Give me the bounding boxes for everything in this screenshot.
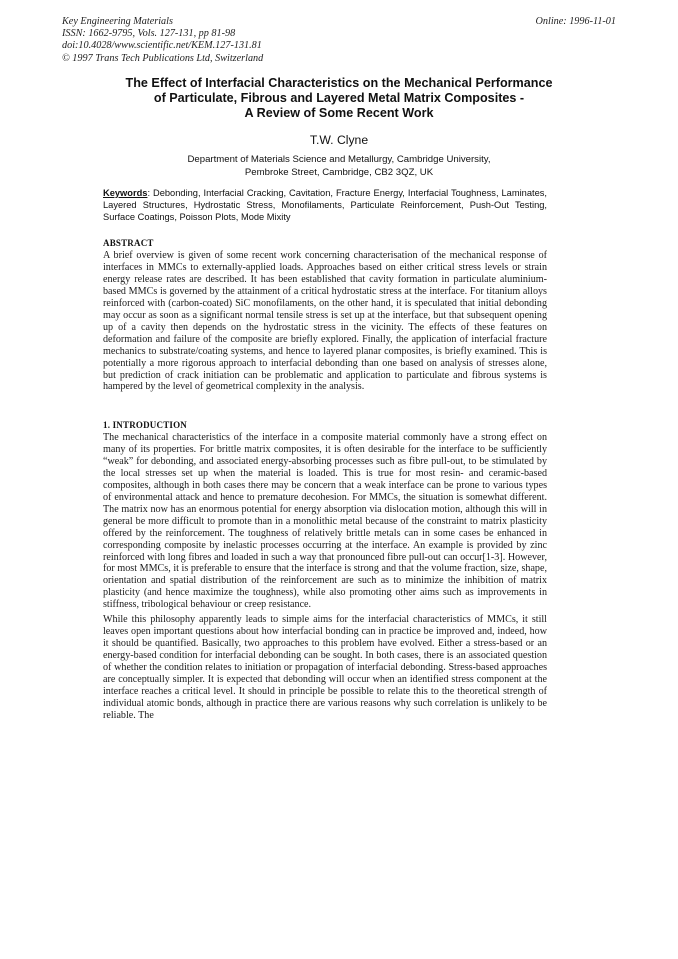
introduction-body [103, 432, 547, 722]
online-date: Online: 1996-11-01 [535, 16, 616, 27]
affiliation-line: Department of Materials Science and Metallurgy, Cambridge University, [187, 154, 491, 165]
author-name: T.W. Clyne [309, 133, 369, 147]
keywords-colon: : [147, 188, 153, 198]
abstract-body [103, 250, 547, 393]
abstract-paragraph: A brief overview is given of some recent work concerning characterisation of the mechanical response of interfaces in MMCs to externally-applied loads. Approaches based on either critical stress levels or strain energy release rates are described. It has been established that cavity formation in particulate aluminium-based MMCs is governed by the attainment of a critical hydrostatic stress at the interface. For titanium alloys reinforced with (carbon-coated) SiC monofilaments, on the other hand, it is speculated that initial debonding may occur as soon as a significant normal tensile stress is set up at the interface, but that subsequent opening up of a cavity then depends on the hydrostatic stress in the vicinity. The effects of these features on deformation and failure of the composite are briefly explored. Finally, the application of interfacial fracture mechanics to substrate/coating systems, and hence to layered planar composites, is briefly examined. This is potentially a more rigorous approach to interfacial debonding than one based on analysis of stresses alone, but prediction of crack initiation can be problematic and application to particulate and fibrous systems is hampered by the level of geometrical complexity in the analysis. [103, 250, 547, 393]
affiliation [0, 154, 678, 179]
journal-name: Key Engineering Materials [62, 16, 173, 27]
introduction-heading: 1. INTRODUCTION [103, 420, 188, 430]
paper-title [80, 76, 598, 122]
title-line: of Particulate, Fibrous and Layered Metal Matrix Composites - [153, 91, 525, 106]
keywords [103, 187, 547, 224]
introduction-paragraph: While this philosophy apparently leads to simple aims for the interfacial characteristics of MMCs, it still leaves open important questions about how interfacial bonding can in practice be improved and, indeed, how it should be quantified. Basically, two approaches to this problem have evolved. Either a stress-based or an energy-based condition for interfacial debonding can be sought. In both cases, there is an associated question of whether the condition relates to initiation or propagation of interfacial debonding. Stress-based approaches are conceptually simpler. It is expected that debonding will occur when an identified stress component at the interface reaches a critical level. It should in principle be possible to relate this to the theoretical strength of individual atomic bonds, although in practice there are various reasons why such correlation is unlikely to be reliable. The [103, 614, 547, 721]
abstract-heading: ABSTRACT [103, 238, 154, 248]
title-line: A Review of Some Recent Work [244, 106, 434, 121]
copyright-line: © 1997 Trans Tech Publications Ltd, Switzerland [62, 52, 264, 64]
keywords-label: Keywords [103, 188, 148, 198]
title-line: The Effect of Interfacial Characteristics on the Mechanical Performance [125, 76, 553, 90]
affiliation-line: Pembroke Street, Cambridge, CB2 3QZ, UK [244, 166, 434, 178]
keywords-text: Debonding, Interfacial Cracking, Cavitation, Fracture Energy, Interfacial Toughness, Laminates, Layered Structures, Hydrostatic Stress, Monofilaments, Particulate Reinforcement, Push-Out Testing, Surface Coatings, Poisson Plots, Mode Mixity [103, 188, 547, 223]
doi-line: doi:10.4028/www.scientific.net/KEM.127-131.81 [62, 40, 262, 52]
introduction-paragraph: The mechanical characteristics of the interface in a composite material commonly have a strong effect on many of its properties. For brittle matrix composites, it is often desirable for the interface to be sufficiently “weak” for debonding, and associated energy-absorbing processes such as fibre pull-out, to be stimulated by the local stresses set up when the material is loaded. This is true for most resin- and ceramic-based composites, although in both cases there may be concern that a weak interface can be prone to various types of environmental attack and hence to premature decohesion. For MMCs, the situation is somewhat different. The matrix now has an enormous potential for energy absorption via dislocation motion, although this will in general be more difficult to promote than in a monolithic metal because of the constraint to matrix plasticity offered by the reinforcement. The toughness of relatively brittle metals can in some cases be enhanced in corresponding composite by inelastic processes occurring at the interface. An example is provided by zinc reinforced with long fibres and loaded in such a way that pronounced fibre pull-out can occur[1-3]. However, for most MMCs, it is preferable to ensure that the interface is strong and that the volume fraction, size, shape, orientation and spatial distribution of the reinforcement are such as to minimize the inhibition of matrix plasticity (and hence maximize the toughness), while also promoting other aims such as improvements in stiffness, tribological behaviour or creep resistance. [103, 432, 547, 611]
issn-line: ISSN: 1662-9795, Vols. 127-131, pp 81-98 [62, 28, 236, 40]
journal-metadata [62, 16, 263, 65]
